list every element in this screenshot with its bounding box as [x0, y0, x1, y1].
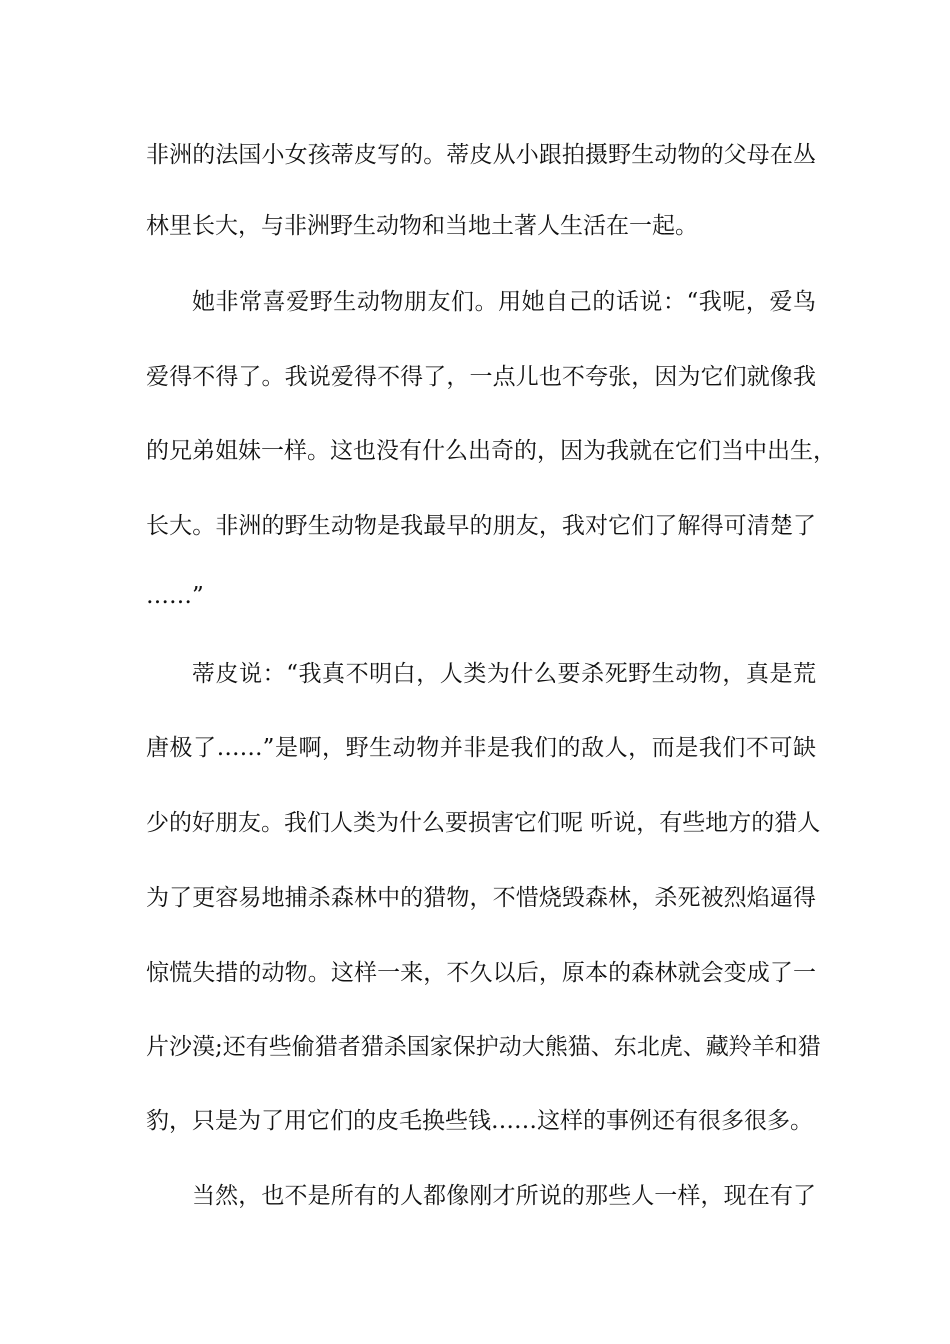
text-line: 惊慌失措的动物。这样一来，不久以后，原本的森林就会变成了一 [146, 960, 816, 986]
text-line: 唐极了……”是啊，野生动物并非是我们的敌人，而是我们不可缺 [146, 735, 816, 761]
paragraph-start-line: 蒂皮说：“我真不明白，人类为什么要杀死野生动物，真是荒 [192, 661, 816, 687]
text-line: ……” [146, 583, 204, 609]
paragraph-start-line: 当然，也不是所有的人都像刚才所说的那些人一样，现在有了 [192, 1183, 816, 1209]
text-line: 长大。非洲的野生动物是我最早的朋友，我对它们了解得可清楚了 [146, 513, 816, 539]
text-line: 非洲的法国小女孩蒂皮写的。蒂皮从小跟拍摄野生动物的父母在丛 [146, 142, 816, 168]
text-line: 为了更容易地捕杀森林中的猎物，不惜烧毁森林，杀死被烈焰逼得 [146, 885, 816, 911]
text-line: 爱得不得了。我说爱得不得了，一点儿也不夸张，因为它们就像我 [146, 364, 816, 390]
text-line: 少的好朋友。我们人类为什么要损害它们呢 听说，有些地方的猎人 [146, 810, 821, 836]
text-line: 片沙漠;还有些偷猎者猎杀国家保护动大熊猫、东北虎、藏羚羊和猎 [146, 1034, 821, 1060]
paragraph-start-line: 她非常喜爱野生动物朋友们。用她自己的话说：“我呢，爱鸟 [192, 289, 816, 315]
text-line: 林里长大，与非洲野生动物和当地土著人生活在一起。 [146, 213, 698, 239]
text-line: 的兄弟姐妹一样。这也没有什么出奇的，因为我就在它们当中出生， [146, 438, 836, 464]
text-line: 豹，只是为了用它们的皮毛换些钱……这样的事例还有很多很多。 [146, 1108, 813, 1134]
